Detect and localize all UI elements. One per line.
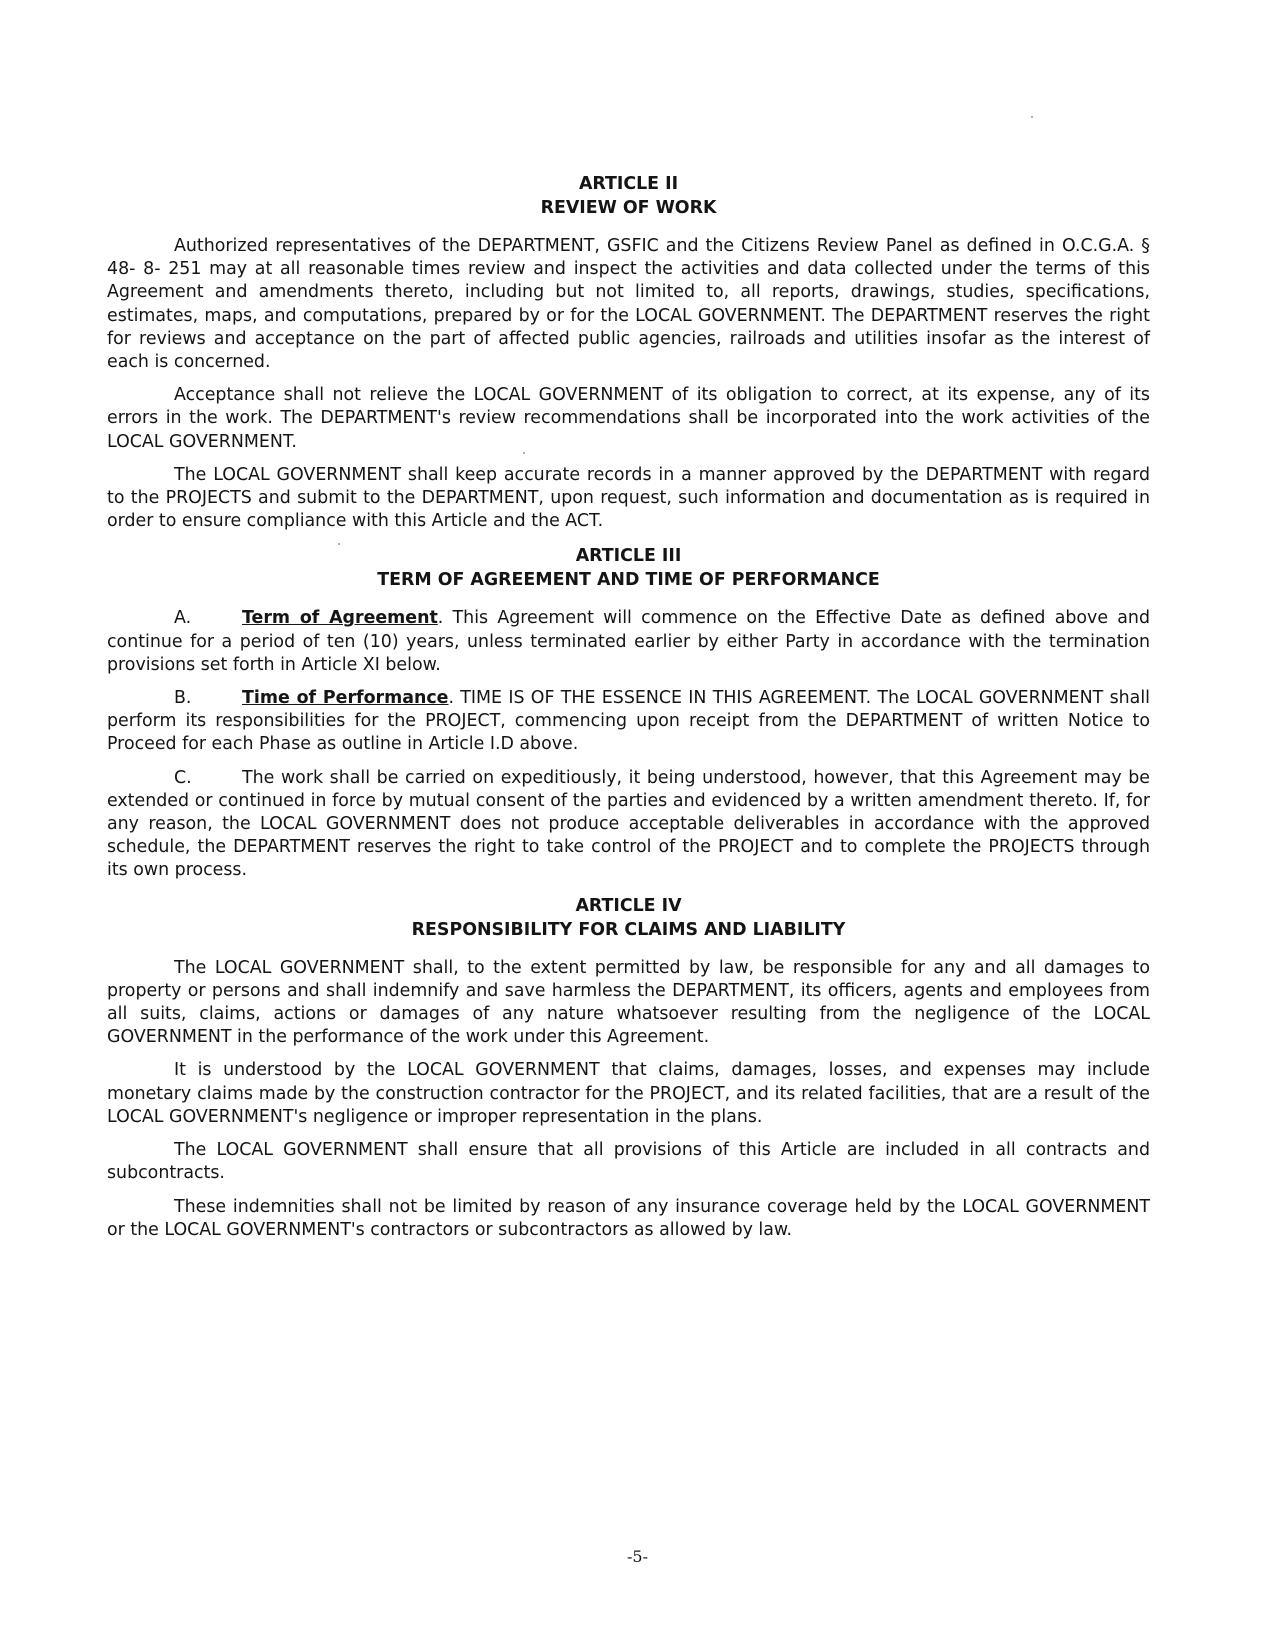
article-4-paragraph-3: The LOCAL GOVERNMENT shall ensure that all provisions of this Article are included in all contracts and subcontracts. [107,1140,1150,1184]
section-a-letter: A. [174,608,192,629]
article-4-heading [107,894,1150,942]
article-4 [107,894,1150,1242]
article-2-paragraph-1: Authorized representatives of the DEPARTMENT, GSFIC and the Citizens Review Panel as defined in O.C.G.A. § 48- 8- 251 may at all reasonable times review and inspect the activities and data collected under the terms of this Agreement and amendments thereto, including but not limited to, all reports, drawings, studies, specifications, estimates, maps, and computations, prepared by or for the LOCAL GOVERNMENT. The DEPARTMENT reserves the right for reviews and acceptance on the part of affected public agencies, railroads and utilities insofar as the interest of each is concerned. [107,236,1150,373]
section-b-title: Time of Performance [242,688,449,709]
page-number: -5- [627,1547,648,1566]
section-a-text: . This Agreement will commence on the Effective Date as defined above and continue for a period of ten (10) years, unless terminated earlier by either Party in accordance with the termination provisions set forth in Article XI below. [107,608,1150,675]
article-4-paragraph-4: These indemnities shall not be limited by reason of any insurance coverage held by the LOCAL GOVERNMENT or the LOCAL GOVERNMENT's contractors or subcontractors as allowed by law. [107,1196,1150,1240]
scan-speck [1031,116,1033,118]
article-2-heading [107,172,1150,220]
article-2-paragraph-2: Acceptance shall not relieve the LOCAL GOVERNMENT of its obligation to correct, at its expense, any of its errors in the work. The DEPARTMENT's review recommendations shall be incorporated into the work activities of the LOCAL GOVERNMENT. [107,385,1150,452]
article-3-section-c [107,767,1150,883]
article-4-title: RESPONSIBILITY FOR CLAIMS AND LIABILITY [411,919,846,940]
section-b-letter: B. [174,688,192,709]
section-a-title: Term of Agreement [242,608,438,629]
article-3-title: TERM OF AGREEMENT AND TIME OF PERFORMANCE [377,570,880,591]
article-2-title: REVIEW OF WORK [540,198,717,218]
article-3-section-a [107,607,1150,677]
section-c-letter: C. [174,767,192,788]
article-4-paragraph-1: The LOCAL GOVERNMENT shall, to the extent permitted by law, be responsible for any and all damages to property or persons and shall indemnify and save harmless the DEPARTMENT, its officers, agents and employees from all suits, claims, actions or damages of any nature whatsoever resulting from the negligence of the LOCAL GOVERNMENT in the performance of the work under this Agreement. [107,957,1150,1048]
article-3-section-b [107,687,1150,757]
article-3-heading [107,544,1150,592]
article-3-number: ARTICLE III [575,546,682,567]
article-2-number: ARTICLE II [578,174,679,194]
article-2-paragraph-3: The LOCAL GOVERNMENT shall keep accurate records in a manner approved by the DEPARTMENT with regard to the PROJECTS and submit to the DEPARTMENT, upon request, such information and documentation as is required in order to ensure compliance with this Article and the ACT. [107,464,1150,532]
article-4-paragraph-2: It is understood by the LOCAL GOVERNMENT that claims, damages, losses, and expenses may include monetary claims made by the construction contractor for the PROJECT, and its related facilities, that are a result of the LOCAL GOVERNMENT's negligence or improper representation in the plans. [107,1060,1150,1127]
article-3 [107,544,1150,882]
section-c-text: The work shall be carried on expeditiously, it being understood, however, that this Agreement may be extended or continued in force by mutual consent of the parties and evidenced by a written amendment thereto. If, for any reason, the LOCAL GOVERNMENT does not produce acceptable deliverables in accordance with the approved schedule, the DEPARTMENT reserves the right to take control of the PROJECT and to complete the PROJECTS through its own process. [107,767,1150,881]
article-2 [107,172,1150,533]
section-b-text: . TIME IS OF THE ESSENCE IN THIS AGREEMENT. The LOCAL GOVERNMENT shall perform its responsibilities for the PROJECT, commencing upon receipt from the DEPARTMENT of written Notice to Proceed for each Phase as outline in Article I.D above. [107,688,1150,755]
document-body [107,172,1150,1242]
article-4-number: ARTICLE IV [575,895,682,916]
